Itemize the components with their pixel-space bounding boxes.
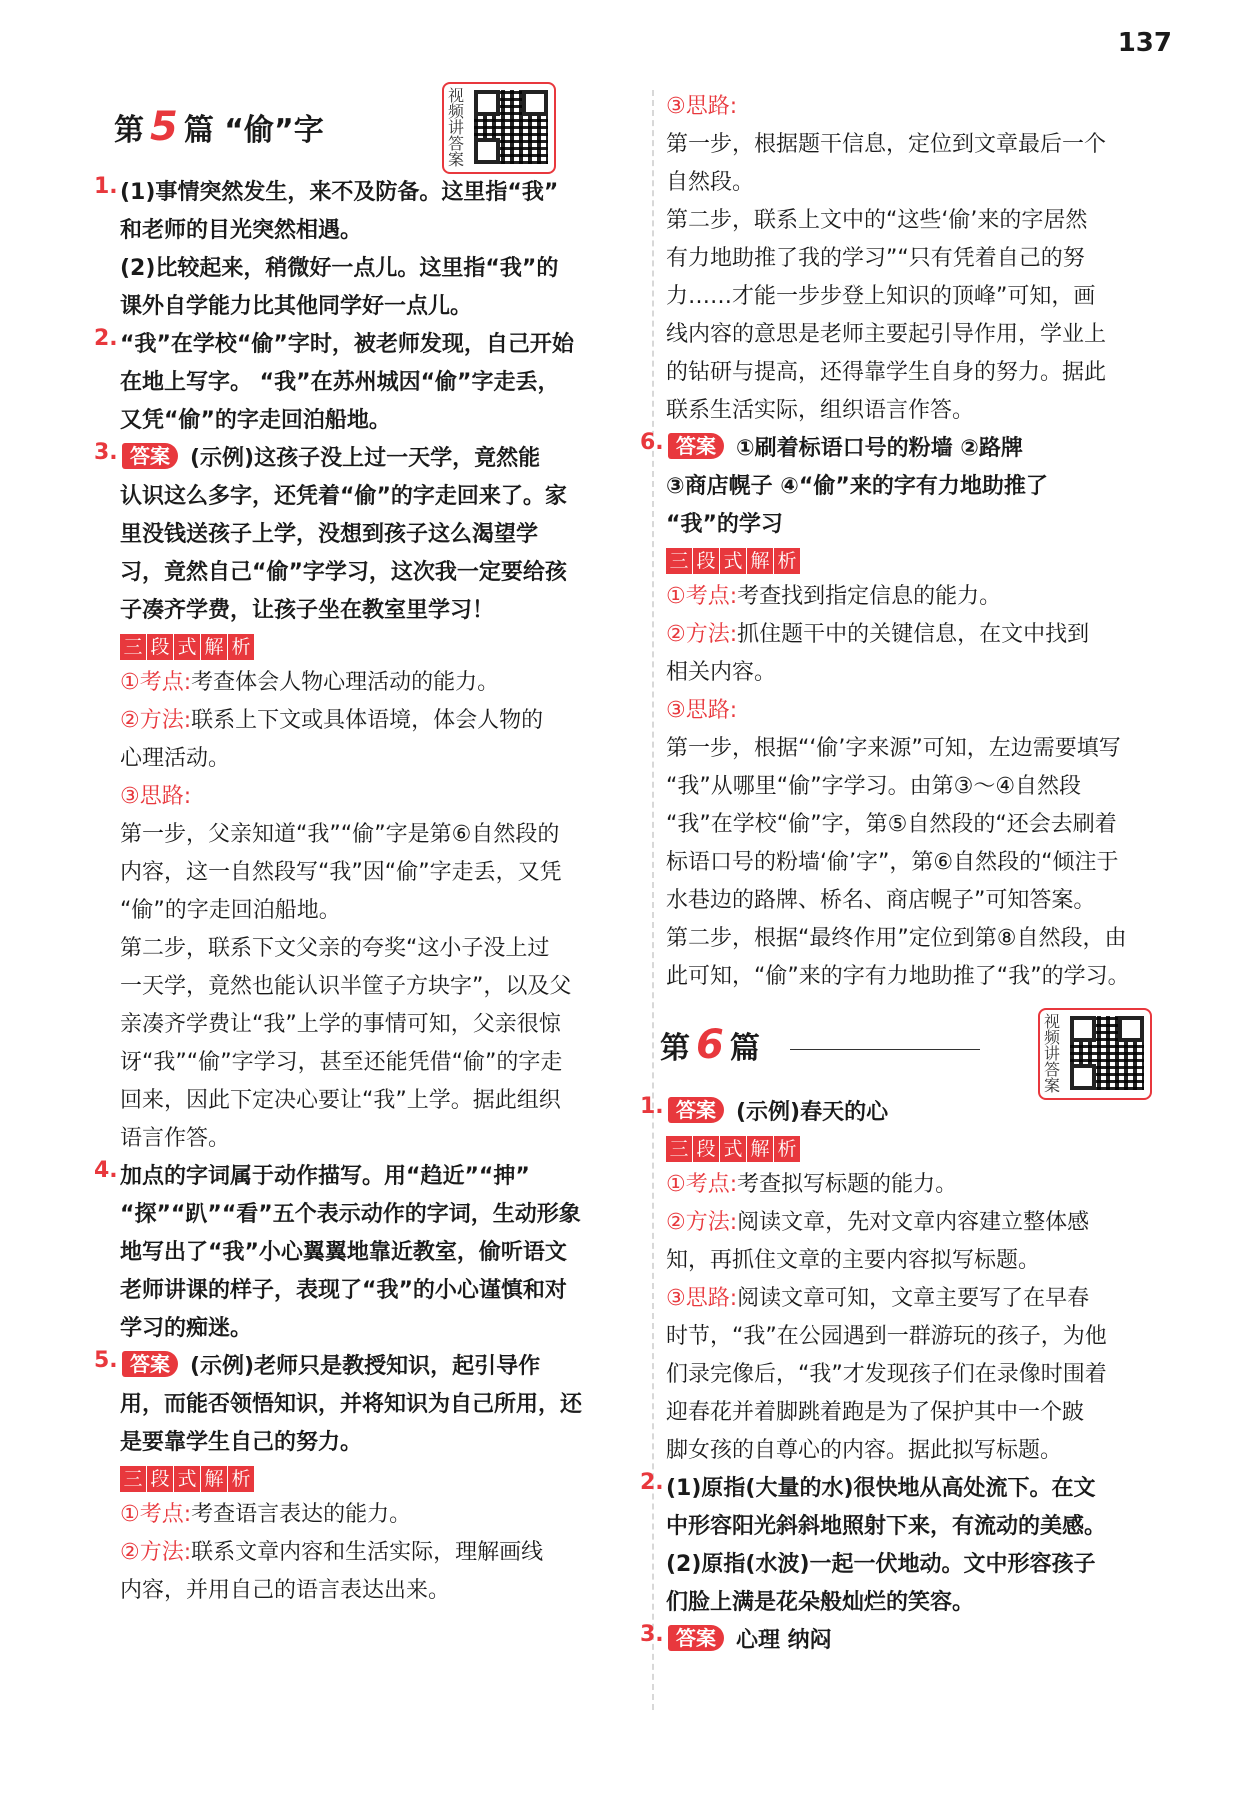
answer-tag: 答案 bbox=[122, 443, 178, 469]
analysis-tag: 三 段 式 解 析 bbox=[666, 1136, 801, 1162]
analysis-tag: 三 段 式 解 析 bbox=[120, 634, 255, 660]
qr-label: 视频讲答案 bbox=[1044, 1012, 1061, 1095]
answer-3: 3. 答案 (示例)这孩子没上过一天学，竟然能 认识这么多字，还凭着“偷”的字走回来了。家 里没钱送孩子上学，没想到孩子这么渴望学 习，竟然自己“偷”字学习，这次我一定要给孩 子凑齐学费，让孩子坐在教室里学习！ 三 段 式 解 析 ①考点:考查体会人物心理活动的能力。 ②方法:联系上下文或具体语境，体会人物的 心理活动。 ③思路: 第一步，父亲知道“我”“偷”字是第⑥自然段的 内容，这一自然段写“我”因“偷”字走丢，又凭 “偷”的字走回泊船地。 第二步，联系下文父亲的夸奖“这小子没上过 一天学，竟然也能认识半筐子方块字”，以及父 亲凑齐学费让“我”上学的事情可知，父亲很惊 讶“我”“偷”字学习，甚至还能凭借“偷”的字走 回来，因此下定决心要让“我”上学。据此组织 语言作答。 bbox=[94, 440, 572, 1151]
analysis-tag: 三 段 式 解 析 bbox=[120, 1466, 255, 1492]
page-number: 137 bbox=[1117, 28, 1172, 58]
page bbox=[18, 0, 1232, 1790]
section-number: 5 bbox=[150, 104, 178, 150]
answer-6: 6. 答案 ①刷着标语口号的粉墙 ②路牌 ③商店幌子 ④“偷”来的字有力地助推了 “我”的学习 三 段 式 解 析 ①考点:考查找到指定信息的能力。 ②方法:抓住题干中的关键信息，在文中找到 相关内容。 ③思路: 第一步，根据“‘偷’字来源”可知，左边需要填写 “我”从哪里“偷”字学习。由第③～④自然段 “我”在学校“偷”字，第⑤自然段的“还会去刷着 标语口号的粉墙‘偷’字”，第⑥自然段的“倾注于 水巷边的路牌、桥名、商店幌子”可知答案。 第二步，根据“最终作用”定位到第⑧自然段，由 此可知，“偷”来的字有力地助推了“我”的学习。 bbox=[640, 430, 1130, 989]
right-column: ③思路: 第一步，根据题干信息，定位到文章最后一个 自然段。 第二步，联系上文中的“这些‘偷’来的字居然 有力地助推了我的学习”“只有凭着自己的努 力……才能一步步登上知识的顶峰”可知，画 线内容的意思是老师主要起引导作用，学业上 的钻研与提高，还得靠学生自身的努力。据此 联系生活实际，组织语言作答。 6. 答案 ①刷着标语口号的粉墙 ②路牌 ③商店幌子 ④“偷”来的字有力地助推了 “我”的学习 三 段 式 解 析 ①考点:考查找到指定信息的能力。 ②方法:抓住题干中的关键信息，在文中找到 相关内容。 ③思路: 第一步，根据“‘偷’字来源”可知，左边需要填写 “我”从哪里“偷”字学习。由第③～④自然段 “我”在学校“偷”字，第⑤自然段的“还会去刷着 标语口号的粉墙‘偷’字”，第⑥自然段的“倾注于 水巷边的路牌、桥名、商店幌子”可知答案。 第二步，根据“最终作用”定位到第⑧自然段，由 此可知，“偷”来的字有力地助推了“我”的学习。 第 6 篇 视频讲答案 1. 答案 (示例)春天的心 三 段 式 解 析 ①考点:考查拟写标题的能力。 ②方法:阅读文章，先对文章内容建立整体感 知，再抓住文章的主要内容拟写标题。 ③思路:阅读文章可知，文章主要写了在早春 时节，“我”在公园遇到一群游玩的孩子，为他 们录完像后，“我”才发现孩子们在录像时围着 迎春花并着脚跳着跑是为了保护其中一个跛 脚女孩的自尊心的内容。据此拟写标题。 2. (1)原指(大量的水)很快地从高处流下。在文 中形容阳光斜斜地照射下来，有流动的美感。 (2)原指(水波)一起一伏地动。文中形容孩子 们脸上满是花朵般灿烂的笑容。 3. 答案 心理 纳闷 bbox=[666, 88, 1186, 1660]
section-title-5: 第 5 篇 “偷”字 bbox=[114, 104, 324, 150]
answer-6-2: 2. (1)原指(大量的水)很快地从高处流下。在文 中形容阳光斜斜地照射下来，有流动的美感。 (2)原指(水波)一起一伏地动。文中形容孩子 们脸上满是花朵般灿烂的笑容。 bbox=[640, 1470, 1107, 1615]
title-blank-line bbox=[790, 1049, 980, 1050]
answer-tag: 答案 bbox=[122, 1351, 178, 1377]
left-column bbox=[94, 86, 640, 1610]
section-title-6: 第 6 篇 bbox=[660, 1010, 1186, 1080]
answer-2: 2. “我”在学校“偷”字时，被老师发现，自己开始 在地上写字。 “我”在苏州城因“偷”字走丢， 又凭“偷”的字走回泊船地。 bbox=[94, 326, 574, 433]
answer-tag: 答案 bbox=[668, 433, 724, 459]
answer-6-1: 1. 答案 (示例)春天的心 三 段 式 解 析 ①考点:考查拟写标题的能力。 ②方法:阅读文章，先对文章内容建立整体感 知，再抓住文章的主要内容拟写标题。 ③思路:阅读文章可知，文章主要写了在早春 时节，“我”在公园遇到一群游玩的孩子，为他 们录完像后，“我”才发现孩子们在录像时围着 迎春花并着脚跳着跑是为了保护其中一个跛 脚女孩的自尊心的内容。据此拟写标题。 bbox=[640, 1094, 1107, 1463]
answer-tag: 答案 bbox=[668, 1097, 724, 1123]
analysis-tag: 三 段 式 解 析 bbox=[666, 548, 801, 574]
qr-code-box[interactable] bbox=[442, 82, 556, 174]
qr-code-icon bbox=[474, 90, 548, 164]
qr-code-icon bbox=[1070, 1016, 1144, 1090]
answer-6-3: 3. 答案 心理 纳闷 bbox=[640, 1622, 832, 1653]
answer-5: 5. 答案 (示例)老师只是教授知识，起引导作 用，而能否领悟知识，并将知识为自己所用，还 是要靠学生自己的努力。 三 段 式 解 析 ①考点:考查语言表达的能力。 ②方法:联系文章内容和生活实际，理解画线 内容，并用自己的语言表达出来。 bbox=[94, 1348, 583, 1603]
qr-code-box[interactable] bbox=[1038, 1008, 1152, 1100]
answer-4: 4. 加点的字词属于动作描写。用“趋近”“抻” “探”“趴”“看”五个表示动作的字词，生动形象 地写出了“我”小心翼翼地靠近教室，偷听语文 老师讲课的样子，表现了“我”的小心谨慎和对 学习的痴迷。 bbox=[94, 1158, 581, 1341]
section-number: 6 bbox=[696, 1022, 724, 1068]
column-divider bbox=[652, 90, 654, 1710]
qr-label: 视频讲答案 bbox=[448, 86, 465, 169]
answer-1: 1. (1)事情突然发生，来不及防备。这里指“我” 和老师的目光突然相遇。 (2)比较起来，稍微好一点儿。这里指“我”的 课外自学能力比其他同学好一点儿。 bbox=[94, 174, 559, 319]
answer-tag: 答案 bbox=[668, 1625, 724, 1651]
